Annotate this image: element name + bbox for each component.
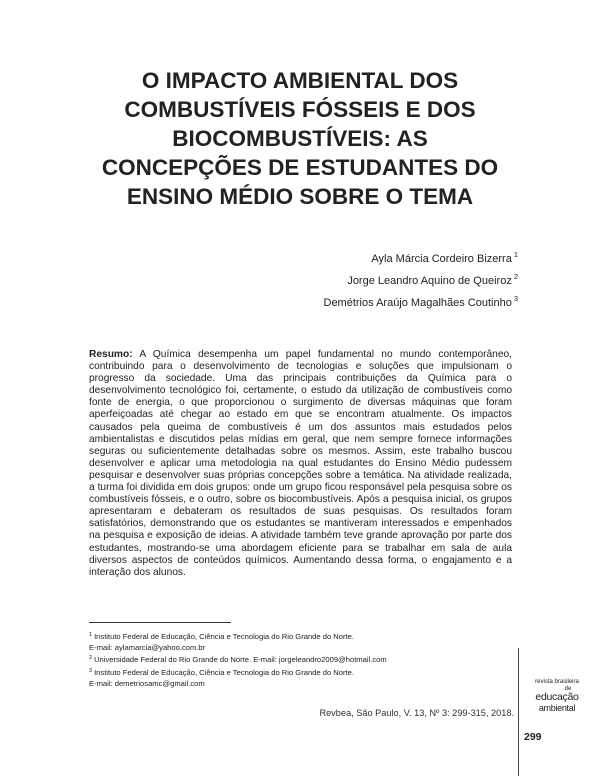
author-name: Ayla Márcia Cordeiro Bizerra [371, 253, 512, 265]
author-note-mark[interactable]: 2 [513, 272, 518, 281]
author-3 [324, 288, 519, 310]
logo-line: revista brasileira [535, 679, 579, 685]
author-list [324, 244, 519, 310]
logo-line: educação [535, 691, 579, 703]
footnote-mark: 2 [89, 655, 93, 662]
footnote-mark: 3 [89, 667, 93, 674]
footnote [89, 653, 509, 665]
article-title [60, 66, 540, 211]
footnotes [89, 630, 509, 689]
author-1 [324, 244, 519, 266]
abstract-text: A Química desempenha um papel fundamental no mundo contemporâneo, contribuindo para o desenvolvimento de tecnologias e soluções que impulsionam o progresso da sociedade. Uma das principais contribuições da Química para o desenvolvimento tecnológico foi, certamente, o estudo da utilização de combustíveis como fonte de energia, o que proporcionou o surgimento de diversas máquinas que foram aperfeiçoadas até chegar ao estado em que se encontram atualmente. Os impactos causados pela queima de combustíveis é um dos assuntos mais estudados pelos ambientalistas e discutidos pelas mídias em geral, que nem sempre fornece informações seguras ou suficientemente detalhadas sobre os mesmos. Assim, este trabalho buscou desenvolver e aplicar uma metodologia na qual estudantes do Ensino Médio pudessem pesquisar e desenvolver suas próprias concepções sobre a temática. Na atividade realizada, a turma foi dividida em dois grupos: onde um grupo ficou responsável pela pesquisa sobre os combustíveis fósseis, e o outro, sobre os biocombustíveis. Após a pesquisa inicial, os grupos apresentaram e debateram os resultados de suas pesquisas. Os resultados foram satisfatórios, demonstrando que os estudantes se mantiveram interessados e empenhados na pesquisa e exposição de ideias. A atividade também teve grande aprovação por parte dos estudantes, mostrando-se uma abordagem eficiente para se trabalhar em sala de aula diversos aspectos de conteúdos químicos. Aumentando dessa forma, o engajamento e a interação dos alunos. [89, 349, 512, 578]
author-name: Demétrios Araújo Magalhães Coutinho [323, 297, 512, 309]
footnote-text: Instituto Federal de Educação, Ciência e Tecnologia do Rio Grande do Norte. [94, 667, 354, 677]
title-line: ENSINO MÉDIO SOBRE O TEMA [126, 184, 474, 209]
title-line: O IMPACTO AMBIENTAL DOS [141, 68, 459, 93]
logo-line: ambiental [538, 703, 576, 713]
abstract [89, 349, 512, 579]
margin-divider [518, 648, 519, 776]
footnote-text: Instituto Federal de Educação, Ciência e Tecnologia do Rio Grande do Norte. [94, 632, 354, 641]
journal-citation: Revbea, São Paulo, V. 13, Nº 3: 299-315, 2018. [319, 708, 514, 718]
footnote-text: Universidade Federal do Rio Grande do Norte. E-mail: jorgeleandro2009@hotmail.com [94, 655, 387, 665]
footnote-mark: 1 [89, 632, 93, 638]
author-2 [324, 266, 519, 288]
footnote [89, 642, 509, 653]
title-line: CONCEPÇÕES DE ESTUDANTES DO [101, 155, 499, 180]
footnote-text: E-mail: aylamarcia@yahoo.com.br [89, 643, 206, 653]
author-note-mark[interactable]: 3 [513, 294, 518, 303]
title-line: COMBUSTÍVEIS FÓSSEIS E DOS [124, 97, 476, 122]
logo-line: de [564, 686, 572, 692]
footnote [89, 678, 509, 689]
author-name: Jorge Leandro Aquino de Queiroz [347, 275, 512, 287]
abstract-label: Resumo: [89, 349, 133, 360]
author-note-mark[interactable]: 1 [513, 250, 518, 259]
title-line: BIOCOMBUSTÍVEIS: AS [172, 126, 428, 151]
footnote [89, 666, 509, 678]
footnote-divider [89, 622, 231, 623]
page-number: 299 [524, 731, 542, 743]
footnote [89, 630, 509, 642]
footnote-text: E-mail: demetriosamc@gmail.com [89, 678, 205, 688]
journal-logo [522, 679, 592, 713]
